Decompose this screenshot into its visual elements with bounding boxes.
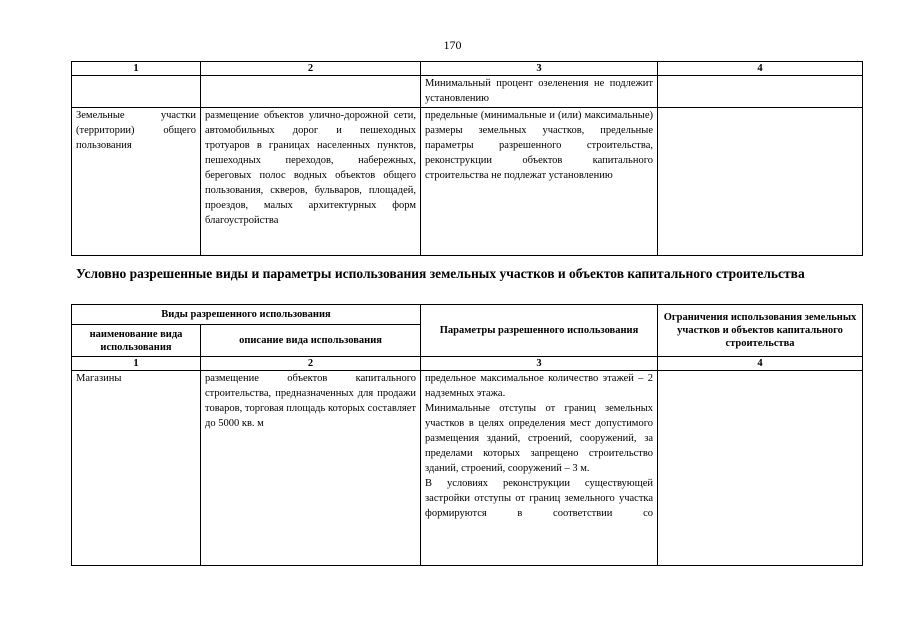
- table-row: [72, 108, 863, 256]
- use-restrictions-cell: [658, 371, 863, 566]
- use-name-cell: Магазины: [72, 371, 201, 566]
- column-number: 1: [72, 62, 201, 76]
- column-number: 1: [72, 357, 201, 371]
- section-heading: Условно разрешенные виды и параметры использования земельных участков и объектов капитального строительства: [76, 266, 805, 281]
- column-number: 2: [201, 62, 421, 76]
- parameter-paragraph: Минимальные отступы от границ земельных участков в целях определения мест допустимого размещения зданий, строений, сооружений, за пределами которых запрещено строительство зданий, строений, сооружений – 3 м.: [425, 403, 654, 474]
- use-parameters-cell: предельные (минимальные и (или) максимальные) размеры земельных участков, предельные параметры разрешенного строительства, реконструкции объектов капитального строительства не подлежат установлению: [421, 108, 658, 256]
- empty-cell: [72, 76, 201, 108]
- empty-cell: [658, 76, 863, 108]
- use-description-cell: размещение объектов капитального строительства, предназначенных для продажи товаров, торговая площадь которых составляет до 5000 кв. м: [201, 371, 421, 566]
- column-number: 2: [201, 357, 421, 371]
- parameter-paragraph: предельное максимальное количество этажей – 2 надземных этажа.: [425, 373, 654, 399]
- conditional-use-table: [71, 304, 863, 566]
- header-use-description-cell: описание вида использования: [201, 325, 421, 357]
- header-parameters-cell: Параметры разрешенного использования: [421, 305, 658, 357]
- use-parameters-cell: [421, 371, 658, 566]
- use-description-cell: размещение объектов улично-дорожной сети, автомобильных дорог и пешеходных тротуаров в границах населенных пунктов, пешеходных переходов, набережных, береговых полос водных объектов общего пользования, скверов, бульваров, площадей, проездов, малых архитектурных форм благоустройства: [201, 108, 421, 256]
- page-number: 170: [443, 38, 462, 52]
- parameter-paragraph: В условиях реконструкции существующей застройки отступы от границ земельного участка формируются в соответствии со: [425, 478, 654, 519]
- table-row: [72, 371, 863, 566]
- permitted-use-table-continued: [71, 61, 863, 256]
- header-row: [72, 305, 863, 325]
- column-number-row: [72, 357, 863, 371]
- header-group-cell: Виды разрешенного использования: [72, 305, 421, 325]
- column-number-row: [72, 62, 863, 76]
- column-number: 3: [421, 62, 658, 76]
- column-number: 4: [658, 357, 863, 371]
- column-number: 4: [658, 62, 863, 76]
- use-name-cell: Земельные участки (территории) общего пользования: [72, 108, 201, 256]
- header-restrictions-cell: Ограничения использования земельных участков и объектов капитального строительства: [658, 305, 863, 357]
- min-greening-cell: Минимальный процент озеленения не подлежит установлению: [421, 76, 658, 108]
- use-restrictions-cell: [658, 108, 863, 256]
- column-number: 3: [421, 357, 658, 371]
- table-row: [72, 76, 863, 108]
- header-use-name-cell: наименование вида использования: [72, 325, 201, 357]
- empty-cell: [201, 76, 421, 108]
